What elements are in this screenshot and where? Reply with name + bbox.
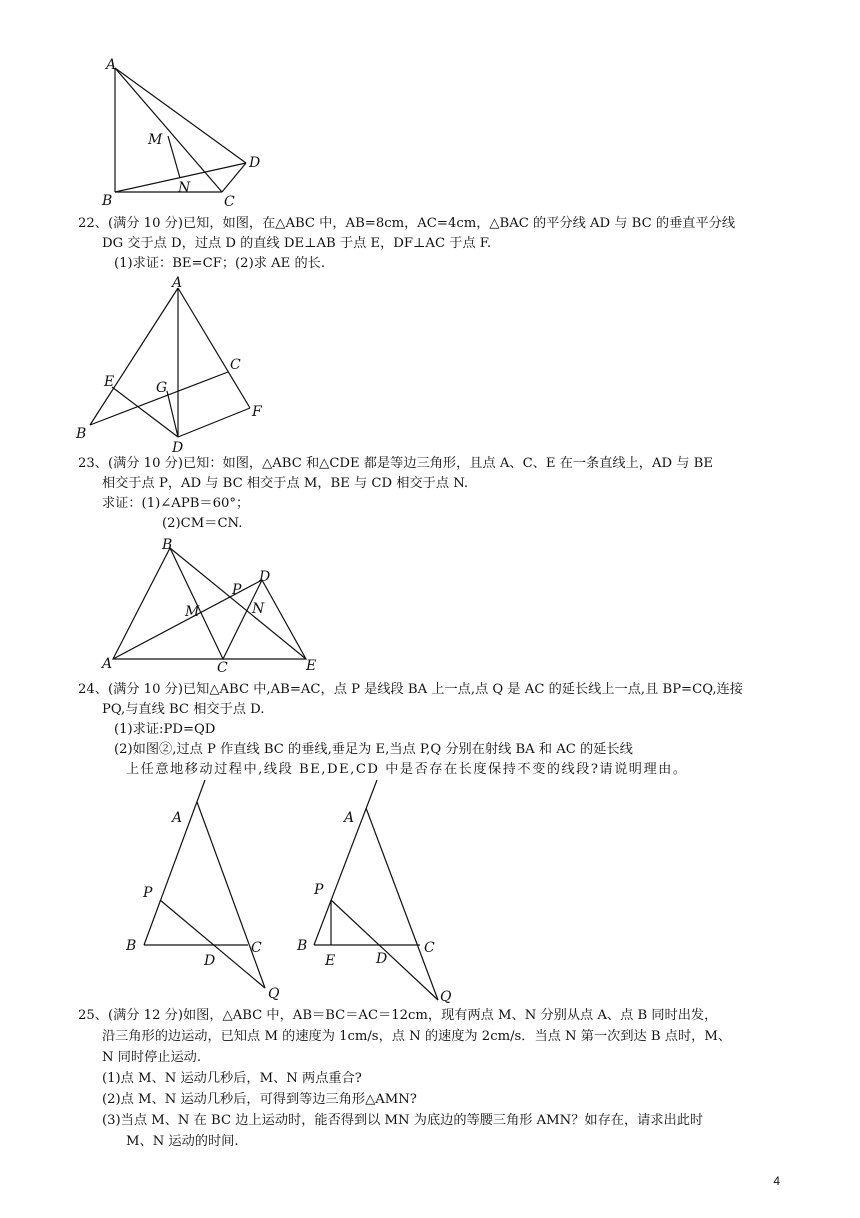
label-C: C: [224, 194, 235, 210]
problem-23-line1: 23、(满分 10 分)已知：如图，△ABC 和△CDE 都是等边三角形，且点 A、C、E 在一条直线上，AD 与 BE: [78, 456, 713, 471]
label-D: D: [249, 155, 261, 171]
label-E: E: [325, 953, 336, 969]
label-Q: Q: [440, 989, 452, 1005]
problem-25-line6: (3)当点 M、N 在 BC 边上运动时，能否得到以 MN 为底边的等腰三角形 AMN？如存在，请求出此时: [102, 1113, 704, 1128]
label-D: D: [172, 440, 184, 456]
problem-22-line1: 22、(满分 10 分)已知，如图，在△ABC 中，AB=8cm，AC=4cm，△BAC 的平分线 AD 与 BC 的垂直平分线: [78, 216, 736, 231]
label-Q: Q: [268, 986, 280, 1002]
problem-24-line3: (1)求证:PD=QD: [114, 722, 216, 737]
label-C: C: [424, 940, 435, 956]
label-B: B: [76, 426, 87, 442]
figure-24a: [120, 780, 300, 1005]
label-A: A: [102, 656, 113, 672]
label-N: N: [252, 601, 265, 617]
label-B: B: [126, 938, 137, 954]
label-C: C: [251, 940, 262, 956]
problem-22-line2: DG 交于点 D，过点 D 的直线 DE⊥AB 于点 E，DF⊥AC 于点 F.: [102, 236, 492, 251]
problem-24-line1: 24、(满分 10 分)已知△ABC 中,AB=AC，点 P 是线段 BA 上一点,点 Q 是 AC 的延长线上一点,且 BP=CQ,连接: [78, 682, 743, 697]
label-A: A: [106, 57, 117, 73]
problem-24: [78, 680, 798, 780]
label-G: G: [156, 380, 168, 396]
label-P: P: [314, 882, 324, 898]
figure-23: [100, 535, 330, 675]
label-D: D: [259, 569, 271, 585]
label-P: P: [143, 885, 153, 901]
label-D: D: [376, 951, 388, 967]
label-E: E: [306, 658, 317, 674]
label-E: E: [104, 374, 115, 390]
label-P: P: [232, 582, 242, 598]
problem-25-line4: (1)点 M、N 运动几秒后，M、N 两点重合?: [102, 1071, 362, 1086]
problem-22-line3: (1)求证：BE=CF；(2)求 AE 的长.: [114, 256, 326, 271]
problem-24-line2: PQ,与直线 BC 相交于点 D.: [102, 702, 265, 717]
label-A: A: [344, 810, 355, 826]
problem-24-line5: 上任意地移动过程中,线段 BE,DE,CD 中是否存在长度保持不变的线段?请说明理由。: [126, 762, 688, 777]
label-A: A: [172, 275, 183, 291]
problem-25-line1: 25、(满分 12 分)如图，△ABC 中，AB＝BC＝AC＝12cm，现有两点 M、N 分别从点 A、点 B 同时出发，: [78, 1008, 718, 1023]
label-C: C: [217, 660, 228, 676]
problem-23-line4: (2)CM＝CN.: [162, 516, 243, 531]
label-M: M: [185, 604, 200, 620]
label-M: M: [148, 132, 163, 148]
problem-25-line2: 沿三角形的边运动，已知点 M 的速度为 1cm/s，点 N 的速度为 2cm/s．当点 N 第一次到达 B 点时，M、: [102, 1029, 732, 1044]
problem-24-line4: (2)如图②,过点 P 作直线 BC 的垂线,垂足为 E,当点 P,Q 分别在射线 BA 和 AC 的延长线: [114, 742, 633, 757]
label-C: C: [230, 357, 241, 373]
label-B: B: [297, 938, 308, 954]
label-N: N: [178, 180, 191, 196]
figure-24b: [290, 780, 470, 1005]
label-B: B: [162, 537, 173, 553]
problem-23: [78, 454, 798, 534]
problem-25-line5: (2)点 M、N 运动几秒后，可得到等边三角形△AMN?: [102, 1092, 417, 1107]
label-F: F: [252, 404, 262, 420]
problem-25-line3: N 同时停止运动.: [102, 1050, 202, 1065]
problem-22: [78, 214, 798, 274]
figure-21: [95, 55, 275, 215]
figure-22: [72, 270, 272, 460]
label-A: A: [172, 810, 183, 826]
problem-25: [78, 1005, 798, 1152]
problem-25-line7: M、N 运动的时间.: [126, 1134, 239, 1149]
problem-23-line2: 相交于点 P，AD 与 BC 相交于点 M，BE 与 CD 相交于点 N.: [102, 476, 469, 491]
label-B: B: [102, 193, 113, 209]
problem-23-line3: 求证：(1)∠APB＝60°；: [102, 496, 250, 511]
page-number: 4: [773, 1174, 780, 1188]
label-D: D: [204, 953, 216, 969]
